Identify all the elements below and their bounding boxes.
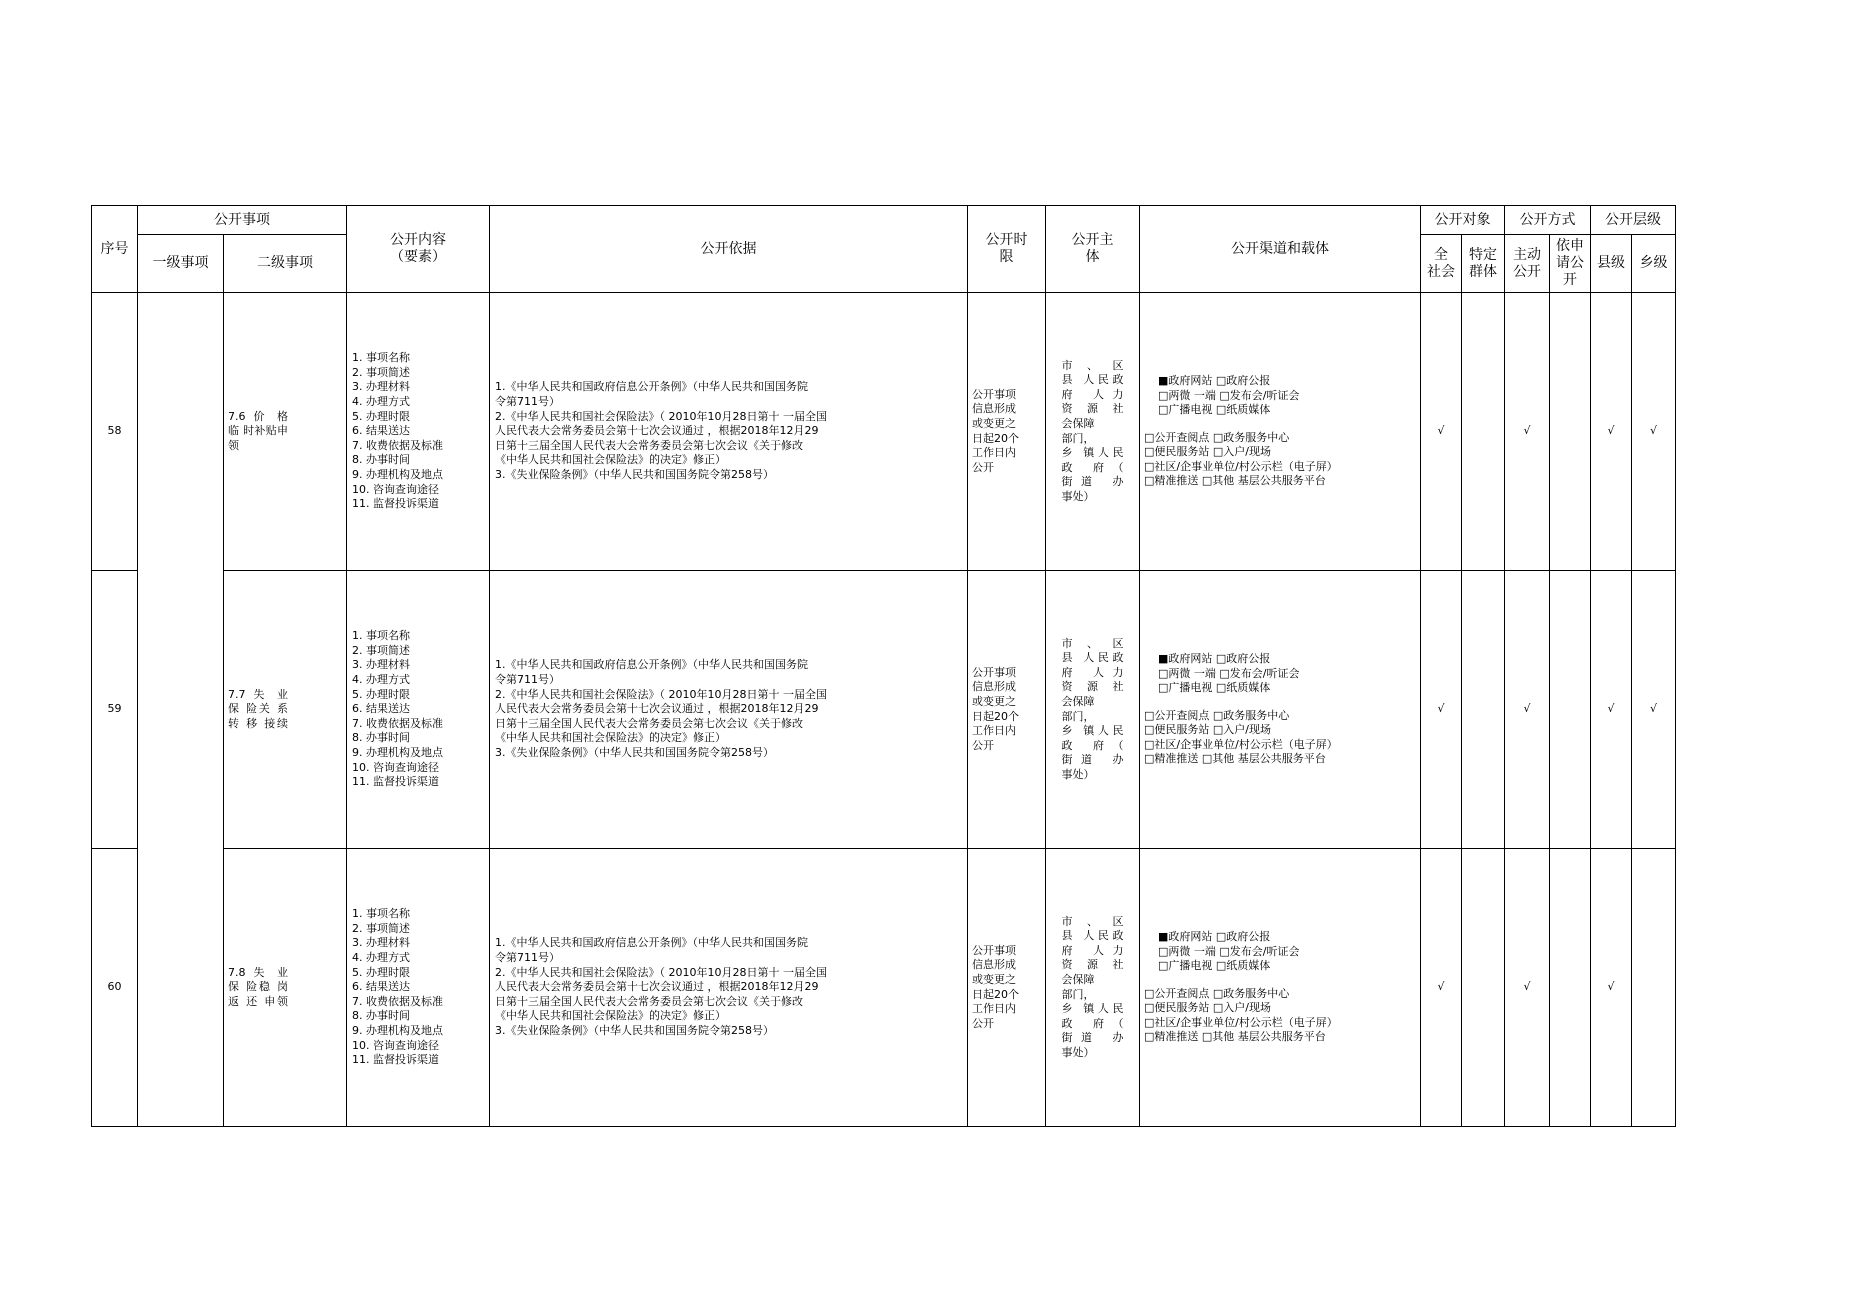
subject-line: 事处） xyxy=(1061,489,1095,503)
basis-lines-line: 令第711号） xyxy=(495,395,560,409)
subject-line: 资 源 社 xyxy=(1061,402,1124,416)
basis-lines-line: 人民代表大会常务委员会第十七次会议通过 ，根据2018年12月29 xyxy=(495,702,819,716)
subject-line: 事处） xyxy=(1061,1045,1095,1059)
subject-line: 街道 办 xyxy=(1061,1031,1124,1045)
row-channels xyxy=(1140,849,1421,1127)
time-lines-line: 公开 xyxy=(972,460,994,474)
channels-bottom-line: □精准推送 □其他 基层公共服务平台 xyxy=(1144,474,1326,488)
content-items-line: 1. 事项名称 xyxy=(352,907,410,921)
content-items-line: 7. 收费依据及标准 xyxy=(352,994,443,1008)
subject-line: 政 府（ xyxy=(1061,738,1124,752)
content-items-line: 10. 咨询查询途径 xyxy=(352,760,439,774)
time-lines-line: 工作日内 xyxy=(972,724,1016,738)
row-seq: 60 xyxy=(92,849,138,1127)
table-row xyxy=(92,849,1676,1127)
header-level-county: 县级 xyxy=(1591,235,1632,293)
header-subject: 公开主 体 xyxy=(1046,206,1140,293)
basis-lines-line: 日第十三届全国人民代表大会常务委员会第七次会议《关于修改 xyxy=(495,438,803,452)
channels-bottom-line: □便民服务站 □入户/现场 xyxy=(1144,723,1271,737)
channels-bottom-line: □公开查阅点 □政务服务中心 xyxy=(1144,986,1290,1000)
subject-line: 事处） xyxy=(1061,767,1095,781)
content-items-line: 2. 事项简述 xyxy=(352,921,410,935)
content-items-line: 8. 办事时间 xyxy=(352,453,410,467)
header-level-group: 公开层级 xyxy=(1591,206,1676,235)
row-method-apply xyxy=(1550,293,1591,571)
content-items-line: 8. 办事时间 xyxy=(352,1009,410,1023)
header-basis: 公开依据 xyxy=(490,206,968,293)
level2-lines-line: 稳 岗 返 还 申 xyxy=(228,980,289,1008)
channels-bottom-line: □便民服务站 □入户/现场 xyxy=(1144,1001,1271,1015)
row-time xyxy=(968,849,1046,1127)
row-basis xyxy=(490,849,968,1127)
subject-line: 乡 镇人民 xyxy=(1061,446,1124,460)
channels-top-line: □两微 一端 □发布会/听证会 xyxy=(1158,388,1300,402)
header-target-specific: 特定 群体 xyxy=(1462,235,1505,293)
time-lines-line: 日起20个 xyxy=(972,431,1019,445)
level2-lines-line: 领 xyxy=(277,994,288,1008)
channels-bottom-line: □精准推送 □其他 基层公共服务平台 xyxy=(1144,752,1326,766)
content-items-line: 7. 收费依据及标准 xyxy=(352,716,443,730)
basis-lines-line: 3.《失业保险条例》（中华人民共和国国务院令第258号） xyxy=(495,745,774,759)
row-basis xyxy=(490,293,968,571)
time-lines-line: 公开事项 xyxy=(972,943,1016,957)
header-level1: 一级事项 xyxy=(138,235,224,293)
channels-bottom-line: □精准推送 □其他 基层公共服务平台 xyxy=(1144,1030,1326,1044)
level2-lines-line: 补贴申领 xyxy=(228,424,289,452)
subject-line: 府 人力 xyxy=(1061,943,1124,957)
basis-lines-line: 日第十三届全国人民代表大会常务委员会第七次会议《关于修改 xyxy=(495,716,803,730)
content-items-line: 1. 事项名称 xyxy=(352,629,410,643)
content-items-line: 5. 办理时限 xyxy=(352,687,410,701)
basis-lines-line: 《中华人民共和国社会保险法》的决定》修正） xyxy=(495,731,726,745)
content-items-line: 1. 事项名称 xyxy=(352,351,410,365)
time-lines-line: 公开事项 xyxy=(972,665,1016,679)
header-method-apply: 依申 请公 开 xyxy=(1550,235,1591,293)
channels-top-line: ■政府网站 □政府公报 xyxy=(1158,929,1271,943)
row-target-specific xyxy=(1462,293,1505,571)
row-level-county: √ xyxy=(1591,849,1632,1127)
level2-lines-line: 7.6 价 格 临 时 xyxy=(228,409,288,438)
subject-line: 会保障 xyxy=(1061,972,1095,986)
basis-lines-line: 令第711号） xyxy=(495,951,560,965)
channels-bottom-line: □社区/企事业单位/村公示栏（电子屏） xyxy=(1144,459,1338,473)
basis-lines-line: 2.《中华人民共和国社会保险法》（ 2010年10月28日第十 一届全国 xyxy=(495,687,827,701)
basis-lines-line: 人民代表大会常务委员会第十七次会议通过 ，根据2018年12月29 xyxy=(495,424,819,438)
row-time xyxy=(968,293,1046,571)
content-items-line: 2. 事项简述 xyxy=(352,365,410,379)
subject-line: 乡 镇人民 xyxy=(1061,724,1124,738)
basis-lines-line: 1.《中华人民共和国政府信息公开条例》（中华人民共和国国务院 xyxy=(495,936,808,950)
subject-line: 资 源 社 xyxy=(1061,958,1124,972)
content-items-line: 9. 办理机构及地点 xyxy=(352,467,443,481)
time-lines-line: 工作日内 xyxy=(972,446,1016,460)
content-items-line: 6. 结果送达 xyxy=(352,980,410,994)
channels-bottom-line: □便民服务站 □入户/现场 xyxy=(1144,445,1271,459)
content-items-line: 2. 事项简述 xyxy=(352,643,410,657)
basis-lines-line: 1.《中华人民共和国政府信息公开条例》（中华人民共和国国务院 xyxy=(495,658,808,672)
row-method-active: √ xyxy=(1505,293,1550,571)
subject-line: 会保障 xyxy=(1061,694,1095,708)
row-subject xyxy=(1046,571,1140,849)
time-lines-line: 日起20个 xyxy=(972,709,1019,723)
time-lines-line: 信息形成 xyxy=(972,680,1016,694)
basis-lines-line: 《中华人民共和国社会保险法》的决定》修正） xyxy=(495,1009,726,1023)
table-row xyxy=(92,571,1676,849)
basis-lines-line: 2.《中华人民共和国社会保险法》（ 2010年10月28日第十 一届全国 xyxy=(495,409,827,423)
row-target-specific xyxy=(1462,849,1505,1127)
row-content xyxy=(347,293,490,571)
content-items-line: 4. 办理方式 xyxy=(352,951,410,965)
subject-line: 乡 镇人民 xyxy=(1061,1002,1124,1016)
row-target-all: √ xyxy=(1421,571,1462,849)
basis-lines-line: 2.《中华人民共和国社会保险法》（ 2010年10月28日第十 一届全国 xyxy=(495,965,827,979)
header-content: 公开内容 （要素） xyxy=(347,206,490,293)
row-subject xyxy=(1046,849,1140,1127)
subject-line: 部门， xyxy=(1061,431,1095,445)
time-lines-line: 或变更之 xyxy=(972,416,1016,430)
row-level2 xyxy=(224,571,347,849)
time-lines-line: 信息形成 xyxy=(972,958,1016,972)
basis-lines-line: 人民代表大会常务委员会第十七次会议通过 ，根据2018年12月29 xyxy=(495,980,819,994)
row-method-apply xyxy=(1550,571,1591,849)
table-body xyxy=(92,293,1676,1127)
channels-bottom-line: □公开查阅点 □政务服务中心 xyxy=(1144,708,1290,722)
basis-lines-line: 《中华人民共和国社会保险法》的决定》修正） xyxy=(495,453,726,467)
channels-top-line: ■政府网站 □政府公报 xyxy=(1158,373,1271,387)
content-items-line: 6. 结果送达 xyxy=(352,702,410,716)
row-level-town: √ xyxy=(1632,571,1676,849)
content-items-line: 5. 办理时限 xyxy=(352,965,410,979)
subject-line: 市 、 区 xyxy=(1061,914,1124,928)
channels-top-line: □两微 一端 □发布会/听证会 xyxy=(1158,666,1300,680)
time-lines-line: 信息形成 xyxy=(972,402,1016,416)
row-content xyxy=(347,849,490,1127)
row-method-active: √ xyxy=(1505,849,1550,1127)
channels-bottom-line: □社区/企事业单位/村公示栏（电子屏） xyxy=(1144,737,1338,751)
level2-lines-line: 7.8 失 业 保 险 xyxy=(228,965,288,994)
row-seq: 58 xyxy=(92,293,138,571)
basis-lines-line: 3.《失业保险条例》（中华人民共和国国务院令第258号） xyxy=(495,1023,774,1037)
header-row-1 xyxy=(92,206,1676,235)
content-items-line: 10. 咨询查询途径 xyxy=(352,482,439,496)
row-subject xyxy=(1046,293,1140,571)
content-items-line: 11. 监督投诉渠道 xyxy=(352,1053,439,1067)
header-time: 公开时 限 xyxy=(968,206,1046,293)
row-time xyxy=(968,571,1046,849)
content-items-line: 8. 办事时间 xyxy=(352,731,410,745)
header-level2: 二级事项 xyxy=(224,235,347,293)
row-seq: 59 xyxy=(92,571,138,849)
content-items-line: 10. 咨询查询途径 xyxy=(352,1038,439,1052)
channels-top-line: □广播电视 □纸质媒体 xyxy=(1158,681,1271,695)
content-items-line: 6. 结果送达 xyxy=(352,424,410,438)
subject-line: 部门， xyxy=(1061,709,1095,723)
time-lines-line: 日起20个 xyxy=(972,987,1019,1001)
row-channels xyxy=(1140,571,1421,849)
time-lines-line: 工作日内 xyxy=(972,1002,1016,1016)
header-level-town: 乡级 xyxy=(1632,235,1676,293)
basis-lines-line: 3.《失业保险条例》（中华人民共和国国务院令第258号） xyxy=(495,467,774,481)
level2-lines-line: 关 系 转 移 接 xyxy=(228,702,289,730)
header-target-all: 全 社会 xyxy=(1421,235,1462,293)
content-items-line: 3. 办理材料 xyxy=(352,658,410,672)
header-method-active: 主动 公开 xyxy=(1505,235,1550,293)
subject-line: 政 府（ xyxy=(1061,1016,1124,1030)
table-row xyxy=(92,293,1676,571)
subject-line: 街道 办 xyxy=(1061,475,1124,489)
content-items-line: 3. 办理材料 xyxy=(352,936,410,950)
content-items-line: 3. 办理材料 xyxy=(352,380,410,394)
row-channels xyxy=(1140,293,1421,571)
header-items-group: 公开事项 xyxy=(138,206,347,235)
header-method-group: 公开方式 xyxy=(1505,206,1591,235)
subject-line: 市 、 区 xyxy=(1061,358,1124,372)
basis-lines-line: 日第十三届全国人民代表大会常务委员会第七次会议《关于修改 xyxy=(495,994,803,1008)
row-method-active: √ xyxy=(1505,571,1550,849)
channels-top-line: □两微 一端 □发布会/听证会 xyxy=(1158,944,1300,958)
content-items-line: 5. 办理时限 xyxy=(352,409,410,423)
content-items-line: 9. 办理机构及地点 xyxy=(352,745,443,759)
subject-line: 政 府（ xyxy=(1061,460,1124,474)
row-target-specific xyxy=(1462,571,1505,849)
subject-line: 会保障 xyxy=(1061,416,1095,430)
header-target-group: 公开对象 xyxy=(1421,206,1505,235)
channels-top-line: □广播电视 □纸质媒体 xyxy=(1158,403,1271,417)
subject-line: 街道 办 xyxy=(1061,753,1124,767)
channels-bottom-line: □公开查阅点 □政务服务中心 xyxy=(1144,430,1290,444)
row-method-apply xyxy=(1550,849,1591,1127)
row-content xyxy=(347,571,490,849)
channels-top-line: ■政府网站 □政府公报 xyxy=(1158,651,1271,665)
row-basis xyxy=(490,571,968,849)
subject-line: 府 人力 xyxy=(1061,387,1124,401)
time-lines-line: 或变更之 xyxy=(972,972,1016,986)
subject-line: 资 源 社 xyxy=(1061,680,1124,694)
row-level2 xyxy=(224,293,347,571)
time-lines-line: 公开事项 xyxy=(972,387,1016,401)
time-lines-line: 公开 xyxy=(972,738,994,752)
row-level2 xyxy=(224,849,347,1127)
subject-line: 府 人力 xyxy=(1061,665,1124,679)
subject-line: 县 人民政 xyxy=(1061,929,1124,943)
row-level-county: √ xyxy=(1591,571,1632,849)
content-items-line: 4. 办理方式 xyxy=(352,395,410,409)
row-level1 xyxy=(138,293,224,1127)
header-channel: 公开渠道和载体 xyxy=(1140,206,1421,293)
header-seq: 序号 xyxy=(92,206,138,293)
basis-lines-line: 令第711号） xyxy=(495,673,560,687)
row-level-county: √ xyxy=(1591,293,1632,571)
time-lines-line: 或变更之 xyxy=(972,694,1016,708)
disclosure-table xyxy=(91,205,1676,1127)
subject-line: 市 、 区 xyxy=(1061,636,1124,650)
subject-line: 部门， xyxy=(1061,987,1095,1001)
time-lines-line: 公开 xyxy=(972,1016,994,1030)
level2-lines-line: 续 xyxy=(277,716,288,730)
level2-lines-line: 7.7 失 业 保 险 xyxy=(228,687,288,716)
row-level-town: √ xyxy=(1632,293,1676,571)
subject-line: 县 人民政 xyxy=(1061,651,1124,665)
row-level-town xyxy=(1632,849,1676,1127)
channels-top-line: □广播电视 □纸质媒体 xyxy=(1158,959,1271,973)
content-items-line: 7. 收费依据及标准 xyxy=(352,438,443,452)
content-items-line: 11. 监督投诉渠道 xyxy=(352,775,439,789)
row-target-all: √ xyxy=(1421,849,1462,1127)
subject-line: 县 人民政 xyxy=(1061,373,1124,387)
channels-bottom-line: □社区/企事业单位/村公示栏（电子屏） xyxy=(1144,1015,1338,1029)
content-items-line: 11. 监督投诉渠道 xyxy=(352,497,439,511)
content-items-line: 9. 办理机构及地点 xyxy=(352,1023,443,1037)
row-target-all: √ xyxy=(1421,293,1462,571)
content-items-line: 4. 办理方式 xyxy=(352,673,410,687)
basis-lines-line: 1.《中华人民共和国政府信息公开条例》（中华人民共和国国务院 xyxy=(495,380,808,394)
